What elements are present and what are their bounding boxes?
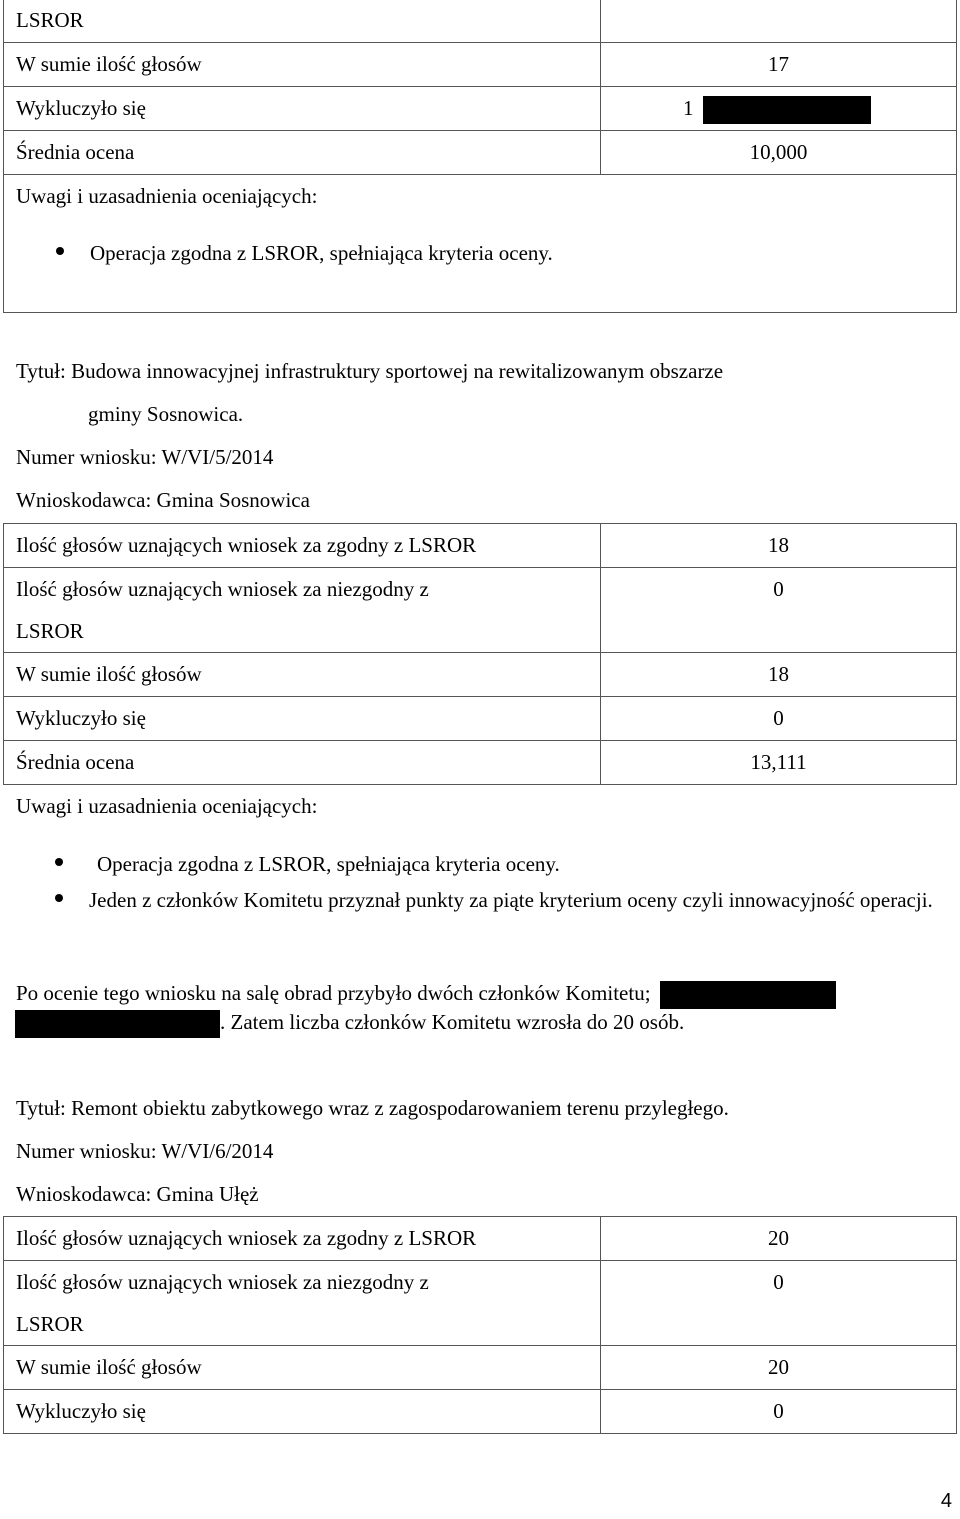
application-title: Tytuł: Budowa innowacyjnej infrastruktury sportowej na rewitalizowanym obszarze xyxy=(16,359,724,383)
votes-against-label-line1: Ilość głosów uznających wniosek za niezgodny z xyxy=(16,577,429,601)
application-number: Numer wniosku: W/VI/5/2014 xyxy=(16,445,274,469)
average-score-label: Średnia ocena xyxy=(4,741,601,785)
results-table-w-vi-5 xyxy=(3,523,957,785)
total-votes-value: 20 xyxy=(601,1346,957,1390)
results-table-w-vi-6 xyxy=(3,1216,957,1434)
average-score-value: 10,000 xyxy=(601,131,957,175)
note-line-2 xyxy=(15,1001,684,1044)
excluded-value: 1 xyxy=(683,96,694,120)
votes-against-label xyxy=(4,1261,601,1346)
remark-item: Operacja zgodna z LSROR, spełniająca kryteria oceny. xyxy=(4,235,944,271)
redaction-bar xyxy=(15,1010,220,1038)
total-votes-label: W sumie ilość głosów xyxy=(4,653,601,697)
application-title: Tytuł: Remont obiektu zabytkowego wraz z zagospodarowaniem terenu przyległego. xyxy=(16,1096,729,1120)
remark-item: Operacja zgodna z LSROR, spełniająca kryteria oceny. xyxy=(3,846,957,882)
application-title-cont: gminy Sosnowica. xyxy=(88,402,244,426)
votes-against-label-line1: Ilość głosów uznających wniosek za niezgodny z xyxy=(16,1270,429,1294)
votes-against-value: 0 xyxy=(601,568,957,653)
votes-for-value: 18 xyxy=(601,524,957,568)
remarks-label: Uwagi i uzasadnienia oceniających: xyxy=(16,184,318,208)
votes-against-value: 0 xyxy=(601,1261,957,1346)
remarks-cell xyxy=(4,175,957,313)
votes-for-label: Ilość głosów uznających wniosek za zgodny z LSROR xyxy=(4,524,601,568)
page-number: 4 xyxy=(940,1490,952,1512)
empty-cell xyxy=(601,0,957,43)
votes-against-label-line2: LSROR xyxy=(16,1312,84,1336)
votes-for-label: Ilość głosów uznających wniosek za zgodny z LSROR xyxy=(4,1217,601,1261)
remarks-list xyxy=(4,235,944,271)
lsror-header-cell: LSROR xyxy=(4,0,601,43)
total-votes-label: W sumie ilość głosów xyxy=(4,43,601,87)
total-votes-value: 17 xyxy=(601,43,957,87)
remarks-list xyxy=(3,846,957,918)
results-table-previous xyxy=(3,0,957,313)
remark-item: Jeden z członków Komitetu przyznał punkty za piąte kryterium oceny czyli innowacyjność operacji. xyxy=(3,882,957,918)
remarks-block xyxy=(3,846,957,918)
excluded-label: Wykluczyło się xyxy=(4,87,601,131)
votes-for-value: 20 xyxy=(601,1217,957,1261)
votes-against-label-line2: LSROR xyxy=(16,619,84,643)
application-number: Numer wniosku: W/VI/6/2014 xyxy=(16,1139,274,1163)
excluded-label: Wykluczyło się xyxy=(4,1390,601,1434)
applicant: Wnioskodawca: Gmina Sosnowica xyxy=(16,488,310,512)
remarks-label: Uwagi i uzasadnienia oceniających: xyxy=(16,794,318,818)
redaction-bar xyxy=(660,981,836,1009)
excluded-cell xyxy=(601,87,957,131)
average-score-label: Średnia ocena xyxy=(4,131,601,175)
applicant: Wnioskodawca: Gmina Ułęż xyxy=(16,1182,259,1206)
excluded-value: 0 xyxy=(601,1390,957,1434)
note-text-2: . Zatem liczba członków Komitetu wzrosła do 20 osób. xyxy=(220,1010,685,1034)
redaction-bar xyxy=(703,96,871,124)
excluded-value: 0 xyxy=(601,697,957,741)
average-score-value: 13,111 xyxy=(601,741,957,785)
votes-against-label xyxy=(4,568,601,653)
total-votes-value: 18 xyxy=(601,653,957,697)
excluded-label: Wykluczyło się xyxy=(4,697,601,741)
note-text-1: Po ocenie tego wniosku na salę obrad przybyło dwóch członków Komitetu; xyxy=(16,981,651,1005)
total-votes-label: W sumie ilość głosów xyxy=(4,1346,601,1390)
